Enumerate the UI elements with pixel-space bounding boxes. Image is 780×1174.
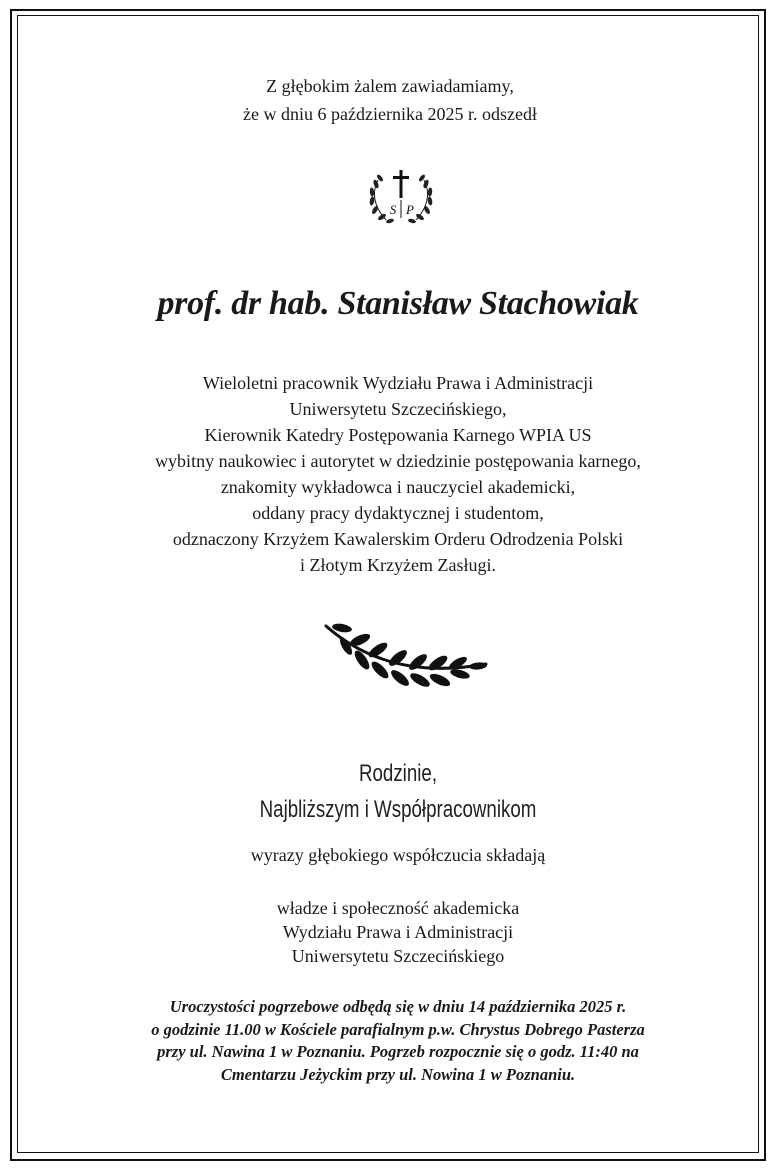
biography — [0, 370, 780, 578]
sender-line: Wydziału Prawa i Administracji — [282, 922, 514, 942]
condolence-text: wyrazy głębokiego współczucia składają — [250, 845, 546, 865]
emblem-letter-right: P — [406, 202, 414, 217]
addressee-line-1: Rodzinie, — [358, 760, 438, 787]
addressee-line-2: Najbliższym i Współpracownikom — [259, 796, 537, 823]
sender-line: Uniwersytetu Szczecińskiego — [291, 946, 505, 966]
bio-line: Uniwersytetu Szczecińskiego, — [289, 399, 507, 419]
sender-line: władze i społeczność akademicka — [276, 898, 520, 918]
funeral-line: Uroczystości pogrzebowe odbędą się w dniu 14 października 2025 r. — [169, 997, 627, 1016]
funeral-line: przy ul. Nawina 1 w Poznaniu. Pogrzeb rozpocznie się o godz. 11:40 na — [157, 1042, 639, 1061]
bio-line: wybitny naukowiec i autorytet w dziedzinie postępowania karnego, — [155, 451, 641, 471]
announcement-intro — [0, 72, 780, 128]
senders — [0, 896, 780, 968]
bio-line: znakomity wykładowca i nauczyciel akademicki, — [220, 477, 576, 497]
funeral-line: Cmentarzu Jeżyckim przy ul. Nowina 1 w Poznaniu. — [220, 1064, 576, 1084]
emblem-letter-left: S — [389, 202, 397, 217]
bio-line: Kierownik Katedry Postępowania Karnego WPIA US — [204, 425, 592, 445]
funeral-details — [0, 996, 780, 1086]
intro-line-2: że w dniu 6 października 2025 r. odszedł — [243, 104, 537, 124]
bio-line: oddany pracy dydaktycznej i studentom, — [252, 503, 544, 523]
cross-wreath-icon — [364, 164, 438, 228]
bio-line: odznaczony Krzyżem Kawalerskim Orderu Odrodzenia Polski — [172, 529, 624, 549]
bio-line: Wieloletni pracownik Wydziału Prawa i Administracji — [202, 373, 594, 393]
deceased-name: prof. dr hab. Stanisław Stachowiak — [157, 285, 639, 322]
bio-line: i Złotym Krzyżem Zasługi. — [300, 555, 496, 575]
funeral-line: o godzinie 11.00 w Kościele parafialnym p.w. Chrystus Dobrego Pasterza — [151, 1019, 645, 1039]
laurel-branch-icon — [320, 616, 492, 700]
intro-line-1: Z głębokim żalem zawiadamiamy, — [266, 76, 514, 96]
addressee — [88, 756, 709, 828]
